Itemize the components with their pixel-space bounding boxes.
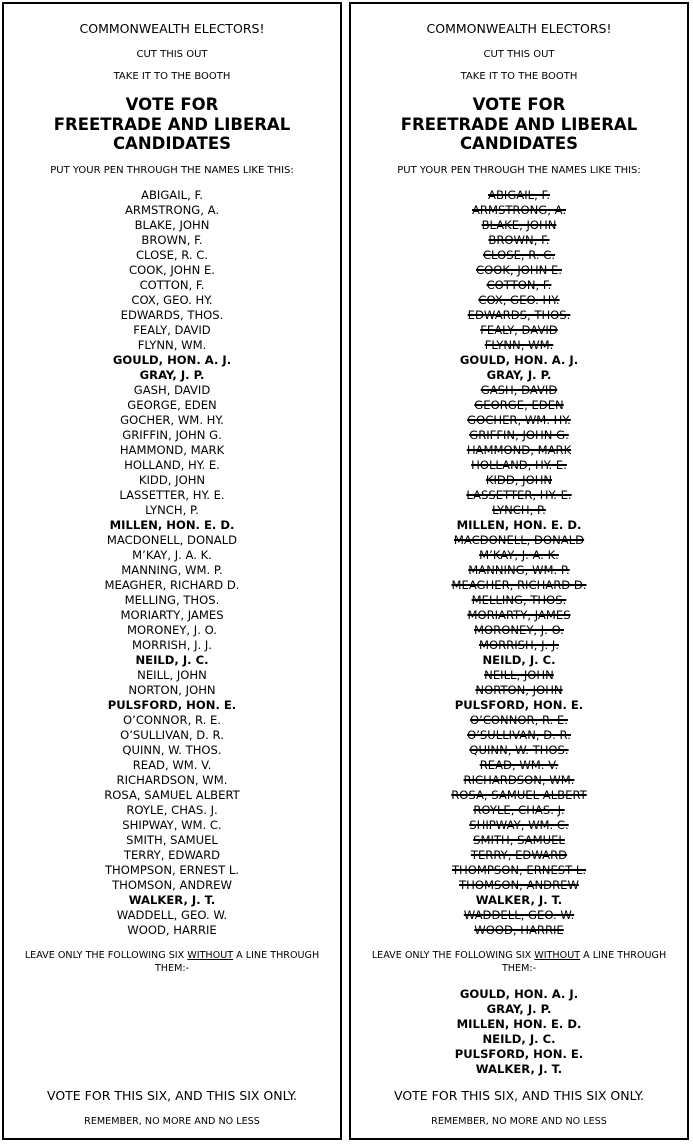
candidate-name: LYNCH, P. xyxy=(145,503,199,517)
candidate-name: MELLING, THOS. xyxy=(124,593,220,607)
candidate-name: MANNING, WM. P. xyxy=(121,563,223,577)
leave-emphasis: WITHOUT xyxy=(187,950,234,961)
candidate-name: ARMSTRONG, A. xyxy=(471,203,567,217)
candidate-name: MORRISH, J. J. xyxy=(131,638,212,652)
candidate-name: WOOD, HARRIE xyxy=(127,923,217,937)
candidate-name: GASH, DAVID xyxy=(480,383,558,397)
candidate-name: MEAGHER, RICHARD D. xyxy=(104,578,240,592)
vote-title-line: CANDIDATES xyxy=(112,134,232,153)
candidate-name: MORRISH, J. J. xyxy=(478,638,559,652)
candidate-name: BLAKE, JOHN xyxy=(134,218,210,232)
booth-instruction: TAKE IT TO THE BOOTH xyxy=(460,71,578,82)
candidate-name: HAMMOND, MARK xyxy=(119,443,225,457)
candidate-list-marked xyxy=(351,188,687,938)
candidate-name: THOMPSON, ERNEST L. xyxy=(104,863,240,877)
candidate-name: COTTON, F. xyxy=(139,278,205,292)
candidate-name: WADDELL, GEO. W. xyxy=(116,908,228,922)
leave-text: A LINE THROUGH THEM:- xyxy=(501,950,667,974)
candidate-name: GOULD, HON. A. J. xyxy=(459,353,579,367)
candidate-name: FLYNN, WM. xyxy=(484,338,554,352)
candidate-name: MELLING, THOS. xyxy=(471,593,567,607)
remember-note: REMEMBER, NO MORE AND NO LESS xyxy=(431,1116,607,1127)
ballot-card-blank xyxy=(2,2,342,1140)
candidate-name: MEAGHER, RICHARD D. xyxy=(451,578,587,592)
candidate-name: FEALY, DAVID xyxy=(133,323,211,337)
candidate-name: MORONEY, J. O. xyxy=(127,623,217,637)
candidate-name: GRAY, J. P. xyxy=(486,368,552,382)
candidate-name: ABIGAIL, F. xyxy=(141,188,203,202)
remember-note: REMEMBER, NO MORE AND NO LESS xyxy=(84,1116,260,1127)
candidate-name: ARMSTRONG, A. xyxy=(124,203,220,217)
vote-title-line: FREETRADE AND LIBERAL xyxy=(400,114,638,134)
candidate-name: BROWN, F. xyxy=(488,233,550,247)
six-candidate-name: WALKER, J. T. xyxy=(475,1062,563,1076)
candidate-name: READ, WM. V. xyxy=(132,758,212,772)
vote-title xyxy=(351,95,687,154)
vote-title xyxy=(4,95,340,154)
leave-instruction xyxy=(361,950,677,975)
vote-six-instruction: VOTE FOR THIS SIX, AND THIS SIX ONLY. xyxy=(394,1088,644,1103)
candidate-name: CLOSE, R. C. xyxy=(482,248,556,262)
candidate-name: COX, GEO. HY. xyxy=(131,293,213,307)
candidate-name: LYNCH, P. xyxy=(492,503,546,517)
leave-instruction xyxy=(14,950,330,975)
candidate-list xyxy=(4,188,340,938)
leave-text: LEAVE ONLY THE FOLLOWING SIX xyxy=(371,950,535,961)
vote-title-line: VOTE FOR xyxy=(125,95,219,114)
candidate-name: NEILD, J. C. xyxy=(482,653,556,667)
candidate-name: RICHARDSON, WM. xyxy=(463,773,575,787)
candidate-name: THOMSON, ANDREW xyxy=(112,878,232,892)
candidate-name: THOMPSON, ERNEST L. xyxy=(451,863,587,877)
cut-instruction: CUT THIS OUT xyxy=(483,49,555,60)
candidate-name: O’CONNOR, R. E. xyxy=(123,713,221,727)
candidate-name: THOMSON, ANDREW xyxy=(459,878,579,892)
candidate-name: QUINN, W. THOS. xyxy=(469,743,569,757)
candidate-name: NEILD, J. C. xyxy=(135,653,209,667)
candidate-name: TERRY, EDWARD xyxy=(470,848,568,862)
candidate-name: COX, GEO. HY. xyxy=(478,293,560,307)
candidate-name: COOK, JOHN E. xyxy=(476,263,562,277)
candidate-name: BLAKE, JOHN xyxy=(481,218,557,232)
candidate-name: O’SULLIVAN, D. R. xyxy=(467,728,571,742)
candidate-name: EDWARDS, THOS. xyxy=(467,308,571,322)
candidate-name: KIDD, JOHN xyxy=(138,473,206,487)
candidate-name: NORTON, JOHN xyxy=(128,683,216,697)
leave-text: A LINE THROUGH THEM:- xyxy=(154,950,320,974)
candidate-name: COOK, JOHN E. xyxy=(129,263,215,277)
candidate-name: SHIPWAY, WM. C. xyxy=(469,818,569,832)
candidate-name: WALKER, J. T. xyxy=(475,893,563,907)
candidate-name: HOLLAND, HY. E. xyxy=(471,458,567,472)
pen-instruction: PUT YOUR PEN THROUGH THE NAMES LIKE THIS: xyxy=(397,165,641,176)
booth-instruction: TAKE IT TO THE BOOTH xyxy=(113,71,231,82)
candidate-name: O’SULLIVAN, D. R. xyxy=(120,728,224,742)
candidate-name: NEILL, JOHN xyxy=(137,668,207,682)
candidate-name: O’CONNOR, R. E. xyxy=(470,713,568,727)
candidate-name: MILLEN, HON. E. D. xyxy=(456,518,582,532)
six-candidate-name: MILLEN, HON. E. D. xyxy=(456,1017,582,1031)
candidate-name: GOULD, HON. A. J. xyxy=(112,353,232,367)
six-candidates-list xyxy=(351,987,687,1077)
candidate-name: COTTON, F. xyxy=(486,278,552,292)
candidate-name: WOOD, HARRIE xyxy=(474,923,564,937)
candidate-name: ABIGAIL, F. xyxy=(488,188,550,202)
candidate-name: GRIFFIN, JOHN G. xyxy=(122,428,222,442)
candidate-name: GRAY, J. P. xyxy=(139,368,205,382)
candidate-name: BROWN, F. xyxy=(141,233,203,247)
six-candidate-name: GOULD, HON. A. J. xyxy=(459,987,579,1001)
leave-emphasis: WITHOUT xyxy=(534,950,581,961)
header-title: COMMONWEALTH ELECTORS! xyxy=(79,21,265,36)
candidate-name: GASH, DAVID xyxy=(133,383,211,397)
candidate-name: MACDONELL, DONALD xyxy=(106,533,238,547)
leave-text: LEAVE ONLY THE FOLLOWING SIX xyxy=(24,950,188,961)
cut-instruction: CUT THIS OUT xyxy=(136,49,208,60)
candidate-name: PULSFORD, HON. E. xyxy=(454,698,584,712)
six-candidate-name: GRAY, J. P. xyxy=(486,1002,552,1016)
candidate-name: TERRY, EDWARD xyxy=(123,848,221,862)
vote-title-line: FREETRADE AND LIBERAL xyxy=(53,114,291,134)
candidate-name: ROYLE, CHAS. J. xyxy=(126,803,218,817)
candidate-name: MORONEY, J. O. xyxy=(474,623,564,637)
candidate-name: GRIFFIN, JOHN G. xyxy=(469,428,569,442)
candidate-name: GEORGE, EDEN xyxy=(474,398,564,412)
candidate-name: M’KAY, J. A. K. xyxy=(479,548,559,562)
six-candidate-name: PULSFORD, HON. E. xyxy=(454,1047,584,1061)
candidate-name: GOCHER, WM. HY. xyxy=(467,413,571,427)
vote-six-instruction: VOTE FOR THIS SIX, AND THIS SIX ONLY. xyxy=(47,1088,297,1103)
candidate-name: FLYNN, WM. xyxy=(137,338,207,352)
ballot-card-marked xyxy=(349,2,689,1140)
six-candidate-name: NEILD, J. C. xyxy=(482,1032,556,1046)
candidate-name: RICHARDSON, WM. xyxy=(116,773,228,787)
header-title: COMMONWEALTH ELECTORS! xyxy=(426,21,612,36)
candidate-name: EDWARDS, THOS. xyxy=(120,308,224,322)
candidate-name: WALKER, J. T. xyxy=(128,893,216,907)
candidate-name: MORIARTY, JAMES xyxy=(467,608,571,622)
candidate-name: ROSA, SAMUEL ALBERT xyxy=(451,788,587,802)
candidate-name: MORIARTY, JAMES xyxy=(120,608,224,622)
candidate-name: READ, WM. V. xyxy=(479,758,559,772)
candidate-name: CLOSE, R. C. xyxy=(135,248,209,262)
candidate-name: SMITH, SAMUEL xyxy=(126,833,218,847)
candidate-name: WADDELL, GEO. W. xyxy=(463,908,575,922)
vote-title-line: CANDIDATES xyxy=(459,134,579,153)
candidate-name: GOCHER, WM. HY. xyxy=(120,413,224,427)
candidate-name: PULSFORD, HON. E. xyxy=(107,698,237,712)
candidate-name: ROYLE, CHAS. J. xyxy=(473,803,565,817)
candidate-name: SHIPWAY, WM. C. xyxy=(122,818,222,832)
candidate-name: LASSETTER, HY. E. xyxy=(119,488,225,502)
candidate-name: NORTON, JOHN xyxy=(475,683,563,697)
candidate-name: M’KAY, J. A. K. xyxy=(132,548,212,562)
candidate-name: MANNING, WM. P. xyxy=(468,563,570,577)
candidate-name: GEORGE, EDEN xyxy=(127,398,217,412)
candidate-name: NEILL, JOHN xyxy=(484,668,554,682)
candidate-name: LASSETTER, HY. E. xyxy=(466,488,572,502)
candidate-name: KIDD, JOHN xyxy=(485,473,553,487)
candidate-name: SMITH, SAMUEL xyxy=(473,833,565,847)
pen-instruction: PUT YOUR PEN THROUGH THE NAMES LIKE THIS: xyxy=(50,165,294,176)
candidate-name: MILLEN, HON. E. D. xyxy=(109,518,235,532)
candidate-name: MACDONELL, DONALD xyxy=(453,533,585,547)
candidate-name: ROSA, SAMUEL ALBERT xyxy=(104,788,240,802)
candidate-name: FEALY, DAVID xyxy=(480,323,558,337)
candidate-name: QUINN, W. THOS. xyxy=(122,743,222,757)
candidate-name: HAMMOND, MARK xyxy=(466,443,572,457)
candidate-name: HOLLAND, HY. E. xyxy=(124,458,220,472)
vote-title-line: VOTE FOR xyxy=(472,95,566,114)
